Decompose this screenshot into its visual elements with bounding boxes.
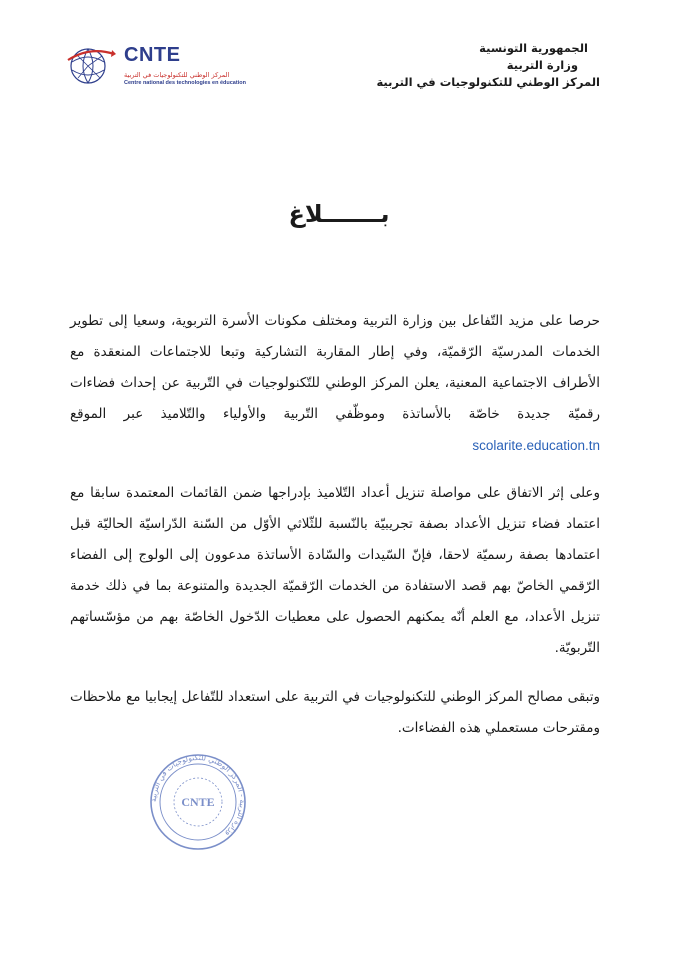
republic-line: الجمهورية التونسية: [479, 41, 588, 55]
stamp-ring-text: وزارة التربية - المركز الوطني للتكنولوجيات في التربية: [148, 752, 248, 839]
ministry-line: وزارة التربية: [506, 58, 578, 72]
page-title: بـــــــلاغ: [288, 200, 390, 228]
stamp-center-text: CNTE: [181, 795, 215, 809]
logo-name: CNTE: [124, 44, 181, 66]
logo-subtitle-fr: Centre national des technologies en éducation: [124, 80, 246, 86]
stamp-seal-icon: [148, 752, 248, 852]
cnte-logo: [66, 42, 266, 92]
paragraph-1: [70, 306, 600, 462]
logo-subtitle-ar: المركز الوطني للتكنولوجيات في التربية: [124, 71, 230, 79]
website-link[interactable]: scolarite.education.tn: [472, 438, 600, 453]
paragraph-2: وعلى إثر الاتفاق على مواصلة تنزيل أعداد التّلاميذ بإدراجها ضمن القائمات المعتمدة سابقا مع اعتماد فضاء تنزيل الأعداد بصفة تجريبيّة بالنّسبة للثّلاثي الأوّل من السّنة الدّراسيّة الحاليّة قبل اعتمادها بصفة رسميّة لاحقا، فإنّ السّيدات والسّادة الأساتذة مدعوون إلى الولوج إلى الفضاء الرّقمي الخاصّ بهم قصد الاستفادة من الخدمات الرّقميّة الجديدة والمتنوعة بما في ذلك خدمة تنزيل الأعداد، مع العلم أنّه يمكنهم الحصول على معطيات الدّخول الخاصّة بهم من مؤسّساتهم التّربويّة.: [70, 485, 600, 656]
paragraph-3: وتبقى مصالح المركز الوطني للتكنولوجيات في التربية على استعداد للتّفاعل إيجابيا مع ملاحظات ومقترحات مستعملي هذه الفضاءات.: [70, 689, 600, 736]
globe-logo-icon: [66, 42, 118, 88]
paragraph-1-text: حرصا على مزيد التّفاعل بين وزارة التربية ومختلف مكونات الأسرة التربوية، وسعيا إلى تطوير الخدمات المدرسيّة الرّقميّة، وفي إطار المقاربة التشاركية وتبعا للاجتماعات المنعقدة مع الأطراف الاجتماعية المعنية، يعلن المركز الوطني للتّكنولوجيات في التّربية عن إحداث فضاءات رقميّة جديدة خاصّة بالأساتذة وموظّفي التّربية والأولياء والتّلاميذ عبر الموقع: [70, 313, 600, 422]
center-line: المركز الوطني للتكنولوجيات في التربية: [376, 75, 600, 89]
letterhead: [340, 40, 600, 91]
official-stamp: [148, 752, 248, 852]
